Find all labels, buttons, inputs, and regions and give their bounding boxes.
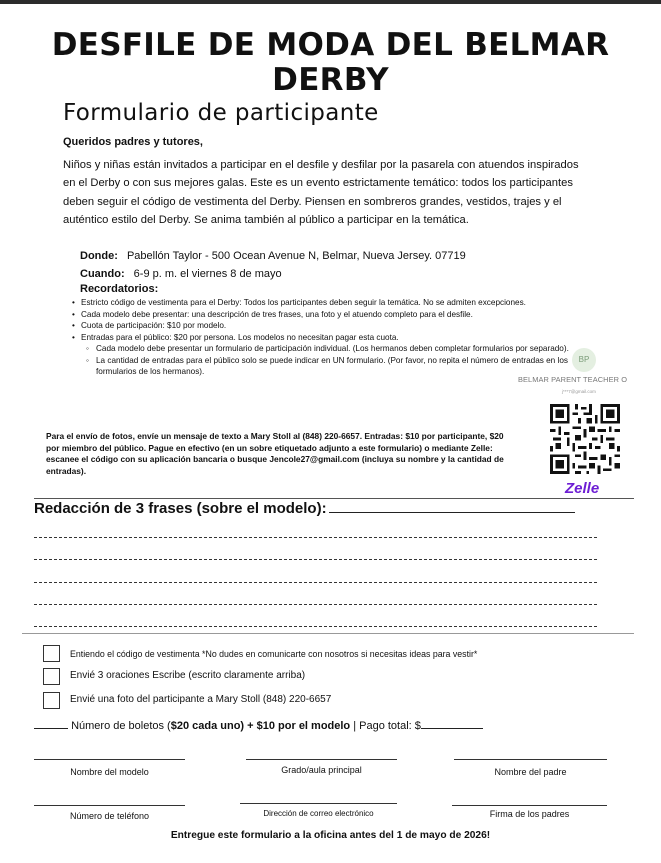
essay-line[interactable] bbox=[34, 604, 597, 605]
date-label: Cuando: bbox=[80, 268, 125, 280]
page-title-line-2: DERBY bbox=[272, 62, 389, 98]
reminder-item: • Cada modelo debe presentar: una descripción de tres frases, una foto y el atuendo completo para el desfile. bbox=[72, 309, 582, 321]
zelle-qr-code[interactable] bbox=[550, 404, 620, 474]
model-name-label: Nombre del modelo bbox=[70, 767, 149, 777]
email-label: Dirección de correo electrónico bbox=[263, 809, 374, 818]
location-line bbox=[80, 250, 466, 262]
grade-label: Grado/aula principal bbox=[281, 765, 362, 775]
model-name-line[interactable] bbox=[34, 759, 185, 760]
top-border bbox=[0, 0, 661, 4]
divider bbox=[22, 633, 634, 634]
page-title-line-1: DESFILE DE MODA DEL BELMAR bbox=[51, 27, 610, 63]
reminders-title: Recordatorios: bbox=[80, 283, 159, 295]
reminder-item: • Estricto código de vestimenta para el Derby: Todos los participantes deben seguir la temática. No se admiten excepciones. bbox=[72, 297, 582, 309]
location-value: Pabellón Taylor - 500 Ocean Avenue N, Belmar, Nueva Jersey. 07719 bbox=[126, 250, 466, 262]
grade-line[interactable] bbox=[246, 759, 397, 760]
form-subtitle: Formulario de participante bbox=[63, 100, 379, 126]
pto-logo: BP bbox=[572, 348, 596, 372]
email-line[interactable] bbox=[240, 803, 397, 804]
essay-title-text: Redacción de 3 frases (sobre el modelo): bbox=[34, 500, 327, 517]
checklist-label: Entiendo el código de vestimenta *No dudes en comunicarte con nosotros si necesitas ideas para vestir* bbox=[70, 649, 478, 659]
reminders-list bbox=[72, 297, 582, 378]
ticket-text-b: $20 cada uno) + $10 por el modelo bbox=[170, 720, 351, 732]
submission-deadline: Entregue este formulario a la oficina antes del 1 de mayo de 2026! bbox=[170, 830, 491, 841]
reminder-subitem: ◦ La cantidad de entradas para el público solo se puede indicar en UN formulario. (Por favor, no repita el número de entradas en los formularios de los hermanos). bbox=[72, 355, 582, 378]
divider bbox=[34, 498, 634, 499]
parent-name-label: Nombre del padre bbox=[494, 767, 567, 777]
total-payment-blank[interactable] bbox=[421, 719, 483, 729]
parent-name-line[interactable] bbox=[454, 759, 607, 760]
reminder-subitem: ◦ Cada modelo debe presentar un formulario de participación individual. (Los hermanos deben completar formularios por separado). bbox=[72, 343, 582, 355]
essay-line[interactable] bbox=[34, 559, 597, 560]
essay-title-blank[interactable] bbox=[329, 501, 575, 513]
essay-title bbox=[34, 500, 575, 517]
ticket-text-c: | Pago total: $ bbox=[350, 720, 421, 732]
parent-signature-label: Firma de los padres bbox=[489, 809, 570, 819]
essay-line[interactable] bbox=[34, 582, 597, 583]
date-line bbox=[80, 268, 282, 280]
parent-signature-line[interactable] bbox=[452, 805, 607, 806]
pto-email: j***7@gmail.com bbox=[562, 389, 596, 394]
checklist-label: Envié 3 oraciones Escribe (escrito claramente arriba) bbox=[70, 670, 306, 681]
essay-line[interactable] bbox=[34, 537, 597, 538]
reminder-item: • Entradas para el público: $20 por persona. Los modelos no necesitan pagar esta cuota. bbox=[72, 332, 582, 344]
ticket-text-a: Número de boletos ( bbox=[71, 720, 171, 732]
reminder-item: • Cuota de participación: $10 por modelo. bbox=[72, 320, 582, 332]
phone-label: Número de teléfono bbox=[69, 811, 150, 821]
greeting: Queridos padres y tutores, bbox=[63, 136, 203, 148]
sentences-checkbox[interactable] bbox=[43, 668, 60, 685]
date-value: 6-9 p. m. el viernes 8 de mayo bbox=[133, 268, 282, 280]
checklist-label: Envié una foto del participante a Mary Stoll (848) 220-6657 bbox=[70, 694, 332, 705]
dress-code-checkbox[interactable] bbox=[43, 645, 60, 662]
phone-line[interactable] bbox=[34, 805, 185, 806]
pto-name: BELMAR PARENT TEACHER O bbox=[518, 375, 628, 384]
photo-checkbox[interactable] bbox=[43, 692, 60, 709]
ticket-count-blank[interactable] bbox=[34, 719, 68, 729]
intro-paragraph: Niños y niñas están invitados a participar en el desfile y desfilar por la pasarela con atuendos inspirados en el Derby o con sus mejores galas. Este es un evento estrictamente temático: todos los participantes deben seguir el código de vestimenta del Derby. Piensen en sombreros grandes, vestidos, trajes y el auténtico estilo del Derby. Se anima también al público a participar en la temática. bbox=[63, 159, 579, 226]
zelle-logo: Zelle bbox=[565, 480, 600, 497]
ticket-count-line bbox=[34, 719, 483, 732]
payment-instructions: Para el envío de fotos, envíe un mensaje de texto a Mary Stoll al (848) 220-6657. Entradas: $10 por participante, $20 por miembro del público. Pague en efectivo (en un sobre etiquetado adjunto a este formulario) o mediante Zelle: escanee el código con su aplicación bancaria o busque Jencole27@gmail.com (incluya su nombre y la cantidad de entradas). bbox=[46, 431, 504, 476]
location-label: Donde: bbox=[80, 250, 118, 262]
essay-line[interactable] bbox=[34, 626, 597, 627]
